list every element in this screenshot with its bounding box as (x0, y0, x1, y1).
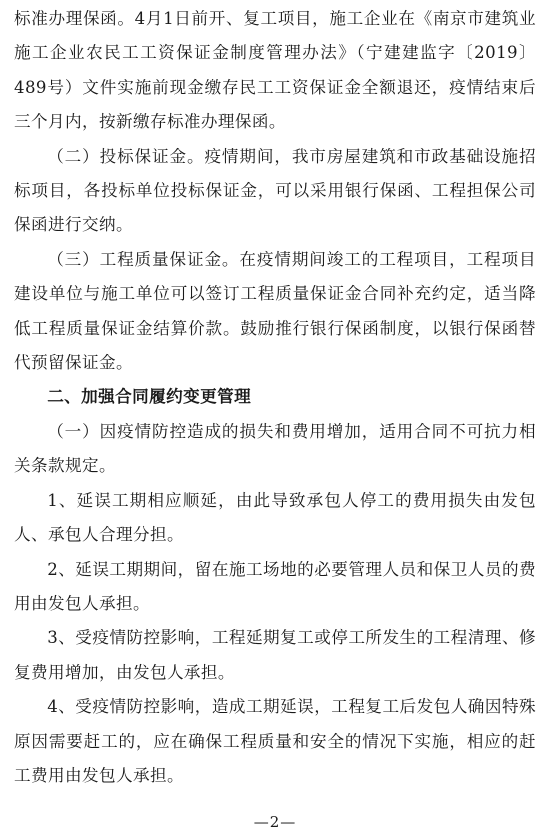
document-body (14, 2, 536, 793)
paragraph-item-3: 3、受疫情防控影响，工程延期复工或停工所发生的工程清理、修复费用增加，由发包人承担。 (14, 628, 536, 682)
paragraph-bid-bond: （二）投标保证金。疫情期间，我市房屋建筑和市政基础设施招标项目，各投标单位投标保证金，可以采用银行保函、工程担保公司保函进行交纳。 (14, 146, 536, 235)
paragraph-continuation: 标准办理保函。4月1日前开、复工项目，施工企业在《南京市建筑业施工企业农民工工资保证金制度管理办法》（宁建建监字〔2019〕489号）文件实施前现金缴存民工工资保证金全额退还，疫情结束后三个月内，按新缴存标准办理保函。 (14, 9, 536, 132)
paragraph-item-2: 2、延误工期期间，留在施工场地的必要管理人员和保卫人员的费用由发包人承担。 (14, 559, 536, 613)
paragraph-item-1: 1、延误工期相应顺延，由此导致承包人停工的费用损失由发包人、承包人合理分担。 (14, 490, 536, 545)
paragraph-item-4: 4、受疫情防控影响，造成工期延误，工程复工后发包人确因特殊原因需要赶工的，应在确保工程质量和安全的情况下实施，相应的赶工费用由发包人承担。 (14, 697, 536, 785)
paragraph-quality-bond: （三）工程质量保证金。在疫情期间竣工的工程项目，工程项目建设单位与施工单位可以签订工程质量保证金合同补充约定，适当降低工程质量保证金结算价款。鼓励推行银行保函制度，以银行保函替代预留保证金。 (14, 249, 536, 373)
page-number: —2— (253, 813, 297, 831)
section-heading: 二、加强合同履约变更管理 (47, 387, 252, 407)
paragraph-force-majeure: （一）因疫情防控造成的损失和费用增加，适用合同不可抗力相关条款规定。 (14, 421, 536, 476)
